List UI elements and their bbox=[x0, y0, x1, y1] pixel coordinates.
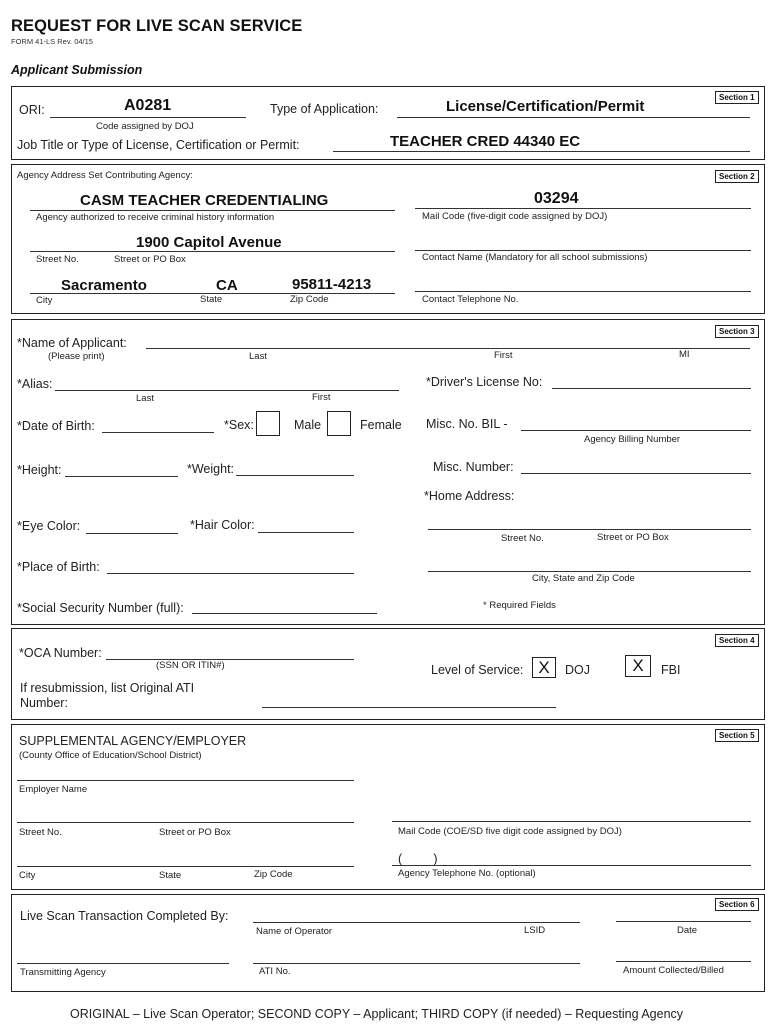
level-of-service-label: Level of Service: bbox=[431, 663, 524, 677]
drivers-license-line[interactable] bbox=[552, 388, 751, 389]
phone-parentheses: ( ) bbox=[398, 852, 438, 866]
fbi-label: FBI bbox=[661, 663, 681, 677]
form-number: FORM 41-LS Rev. 04/15 bbox=[11, 37, 93, 46]
home-street-no-caption: Street No. bbox=[501, 533, 544, 544]
place-of-birth-label: *Place of Birth: bbox=[17, 560, 100, 574]
employer-name-caption: Employer Name bbox=[19, 784, 88, 795]
resubmission-label-1: If resubmission, list Original ATI bbox=[20, 681, 195, 695]
applicant-name-label: *Name of Applicant: bbox=[17, 336, 127, 350]
home-street-line[interactable] bbox=[428, 529, 751, 530]
alias-label: *Alias: bbox=[17, 377, 53, 391]
ori-label: ORI: bbox=[19, 103, 45, 117]
employer-name-line[interactable] bbox=[17, 780, 354, 781]
alias-last-caption: Last bbox=[136, 393, 154, 404]
dob-label: *Date of Birth: bbox=[17, 419, 95, 433]
amount-caption: Amount Collected/Billed bbox=[623, 965, 724, 976]
doj-label: DOJ bbox=[565, 663, 590, 677]
hair-color-line[interactable] bbox=[258, 532, 354, 533]
ati-number-caption: ATI No. bbox=[259, 966, 291, 977]
zip-value[interactable]: 95811-4213 bbox=[292, 276, 372, 293]
employer-street-caption: Street or PO Box bbox=[159, 827, 231, 838]
mail-code-line bbox=[415, 208, 751, 209]
employer-street-no-caption: Street No. bbox=[19, 827, 62, 838]
section-4-tag: Section 4 bbox=[715, 634, 759, 647]
date-line[interactable] bbox=[616, 921, 751, 922]
weight-label: *Weight: bbox=[187, 462, 235, 476]
amount-line[interactable] bbox=[616, 961, 751, 962]
place-of-birth-line[interactable] bbox=[107, 573, 354, 574]
sex-male-checkbox[interactable] bbox=[256, 411, 280, 436]
operator-caption: Name of Operator bbox=[256, 926, 333, 937]
employer-zip-caption: Zip Code bbox=[254, 869, 293, 880]
applicant-first-caption: First bbox=[494, 350, 513, 361]
eye-color-label: *Eye Color: bbox=[17, 519, 81, 533]
employer-city-caption: City bbox=[19, 870, 36, 881]
ori-caption: Code assigned by DOJ bbox=[96, 121, 194, 132]
transmitting-agency-line[interactable] bbox=[17, 963, 229, 964]
employer-city-line[interactable] bbox=[17, 866, 354, 867]
hair-color-label: *Hair Color: bbox=[190, 518, 255, 532]
female-label: Female bbox=[360, 418, 402, 432]
city-caption: City bbox=[36, 295, 53, 306]
applicant-name-line[interactable] bbox=[146, 348, 750, 349]
oca-caption: (SSN OR ITIN#) bbox=[156, 660, 225, 671]
sex-female-checkbox[interactable] bbox=[327, 411, 351, 436]
oca-number-label: *OCA Number: bbox=[19, 646, 102, 660]
employer-mail-code-line[interactable] bbox=[392, 821, 751, 822]
section-2-tag: Section 2 bbox=[715, 170, 759, 183]
application-type-value[interactable]: License/Certification/Permit bbox=[446, 98, 645, 115]
eye-color-line[interactable] bbox=[86, 533, 178, 534]
form-subtitle: Applicant Submission bbox=[11, 63, 143, 77]
section-1-tag: Section 1 bbox=[715, 91, 759, 104]
male-label: Male bbox=[294, 418, 322, 432]
oca-number-line[interactable] bbox=[106, 659, 354, 660]
original-ati-line[interactable] bbox=[262, 707, 556, 708]
section-3 bbox=[11, 319, 765, 625]
application-type-label: Type of Application: bbox=[270, 102, 379, 116]
employer-state-caption: State bbox=[159, 870, 182, 881]
fbi-checkbox[interactable]: X bbox=[625, 655, 651, 677]
applicant-last-caption: Last bbox=[249, 351, 267, 362]
alias-first-caption: First bbox=[312, 392, 331, 403]
mail-code-caption: Mail Code (five-digit code assigned by DOJ) bbox=[422, 211, 608, 222]
state-value[interactable]: CA bbox=[216, 277, 238, 294]
supplemental-agency-subheading: (County Office of Education/School District) bbox=[19, 750, 202, 761]
lsid-caption: LSID bbox=[524, 925, 546, 936]
employer-phone-caption: Agency Telephone No. (optional) bbox=[398, 868, 536, 879]
height-label: *Height: bbox=[17, 463, 62, 477]
ssn-label: *Social Security Number (full): bbox=[17, 601, 184, 615]
home-city-line[interactable] bbox=[428, 571, 751, 572]
job-title-value[interactable]: TEACHER CRED 44340 EC bbox=[390, 133, 581, 150]
section-3-tag: Section 3 bbox=[715, 325, 759, 338]
date-caption: Date bbox=[677, 925, 698, 936]
mail-code-value[interactable]: 03294 bbox=[534, 190, 579, 207]
contact-phone-line[interactable] bbox=[415, 291, 751, 292]
home-address-label: *Home Address: bbox=[424, 489, 515, 503]
city-value[interactable]: Sacramento bbox=[61, 277, 147, 294]
ori-value[interactable]: A0281 bbox=[124, 97, 172, 114]
please-print-caption: (Please print) bbox=[48, 351, 105, 362]
employer-mail-code-caption: Mail Code (COE/SD five digit code assigned by DOJ) bbox=[398, 826, 622, 837]
misc-number-line[interactable] bbox=[521, 473, 751, 474]
agency-name-value[interactable]: CASM TEACHER CREDENTIALING bbox=[80, 192, 329, 209]
dob-line[interactable] bbox=[102, 432, 214, 433]
street-no-caption: Street No. bbox=[36, 254, 79, 265]
agency-name-caption: Agency authorized to receive criminal history information bbox=[36, 212, 275, 223]
street-caption: Street or PO Box bbox=[114, 254, 186, 265]
employer-phone-line[interactable] bbox=[392, 865, 751, 866]
city-state-zip-caption: City, State and Zip Code bbox=[532, 573, 635, 584]
employer-street-line[interactable] bbox=[17, 822, 354, 823]
agency-name-line bbox=[30, 210, 395, 211]
agency-address-label: Agency Address Set Contributing Agency: bbox=[17, 170, 193, 181]
billing-number-caption: Agency Billing Number bbox=[584, 434, 681, 445]
doj-checkbox[interactable]: X bbox=[532, 657, 556, 678]
section-6-tag: Section 6 bbox=[715, 898, 759, 911]
ssn-line[interactable] bbox=[192, 613, 377, 614]
operator-lsid-line[interactable] bbox=[253, 922, 580, 923]
street-value[interactable]: 1900 Capitol Avenue bbox=[136, 234, 282, 251]
misc-number-label: Misc. Number: bbox=[433, 460, 514, 474]
contact-phone-caption: Contact Telephone No. bbox=[422, 294, 519, 305]
sex-label: *Sex: bbox=[224, 418, 254, 432]
required-fields-note: * Required Fields bbox=[483, 600, 556, 611]
misc-bil-label: Misc. No. BIL - bbox=[426, 417, 508, 431]
state-caption: State bbox=[200, 294, 223, 305]
copies-footer: ORIGINAL – Live Scan Operator; SECOND COPY – Applicant; THIRD COPY (if needed) – Requesting Agency bbox=[70, 1007, 684, 1021]
completed-by-label: Live Scan Transaction Completed By: bbox=[20, 909, 229, 923]
street-line bbox=[30, 251, 395, 252]
ori-line bbox=[50, 117, 246, 118]
home-street-caption: Street or PO Box bbox=[597, 532, 669, 543]
job-title-line bbox=[333, 151, 750, 152]
application-type-line bbox=[397, 117, 750, 118]
misc-bil-line[interactable] bbox=[521, 430, 751, 431]
resubmission-label-2: Number: bbox=[20, 696, 68, 710]
drivers-license-label: *Driver's License No: bbox=[426, 375, 543, 389]
form-title: REQUEST FOR LIVE SCAN SERVICE bbox=[11, 17, 303, 35]
transmitting-agency-caption: Transmitting Agency bbox=[20, 967, 106, 978]
job-title-label: Job Title or Type of License, Certification or Permit: bbox=[17, 138, 300, 152]
weight-line[interactable] bbox=[236, 475, 354, 476]
ati-number-line[interactable] bbox=[253, 963, 580, 964]
applicant-mi-caption: MI bbox=[679, 349, 690, 360]
contact-name-line[interactable] bbox=[415, 250, 751, 251]
height-line[interactable] bbox=[65, 476, 178, 477]
contact-name-caption: Contact Name (Mandatory for all school submissions) bbox=[422, 252, 648, 263]
zip-caption: Zip Code bbox=[290, 294, 329, 305]
supplemental-agency-heading: SUPPLEMENTAL AGENCY/EMPLOYER bbox=[19, 734, 247, 748]
alias-line[interactable] bbox=[55, 390, 399, 391]
section-5-tag: Section 5 bbox=[715, 729, 759, 742]
